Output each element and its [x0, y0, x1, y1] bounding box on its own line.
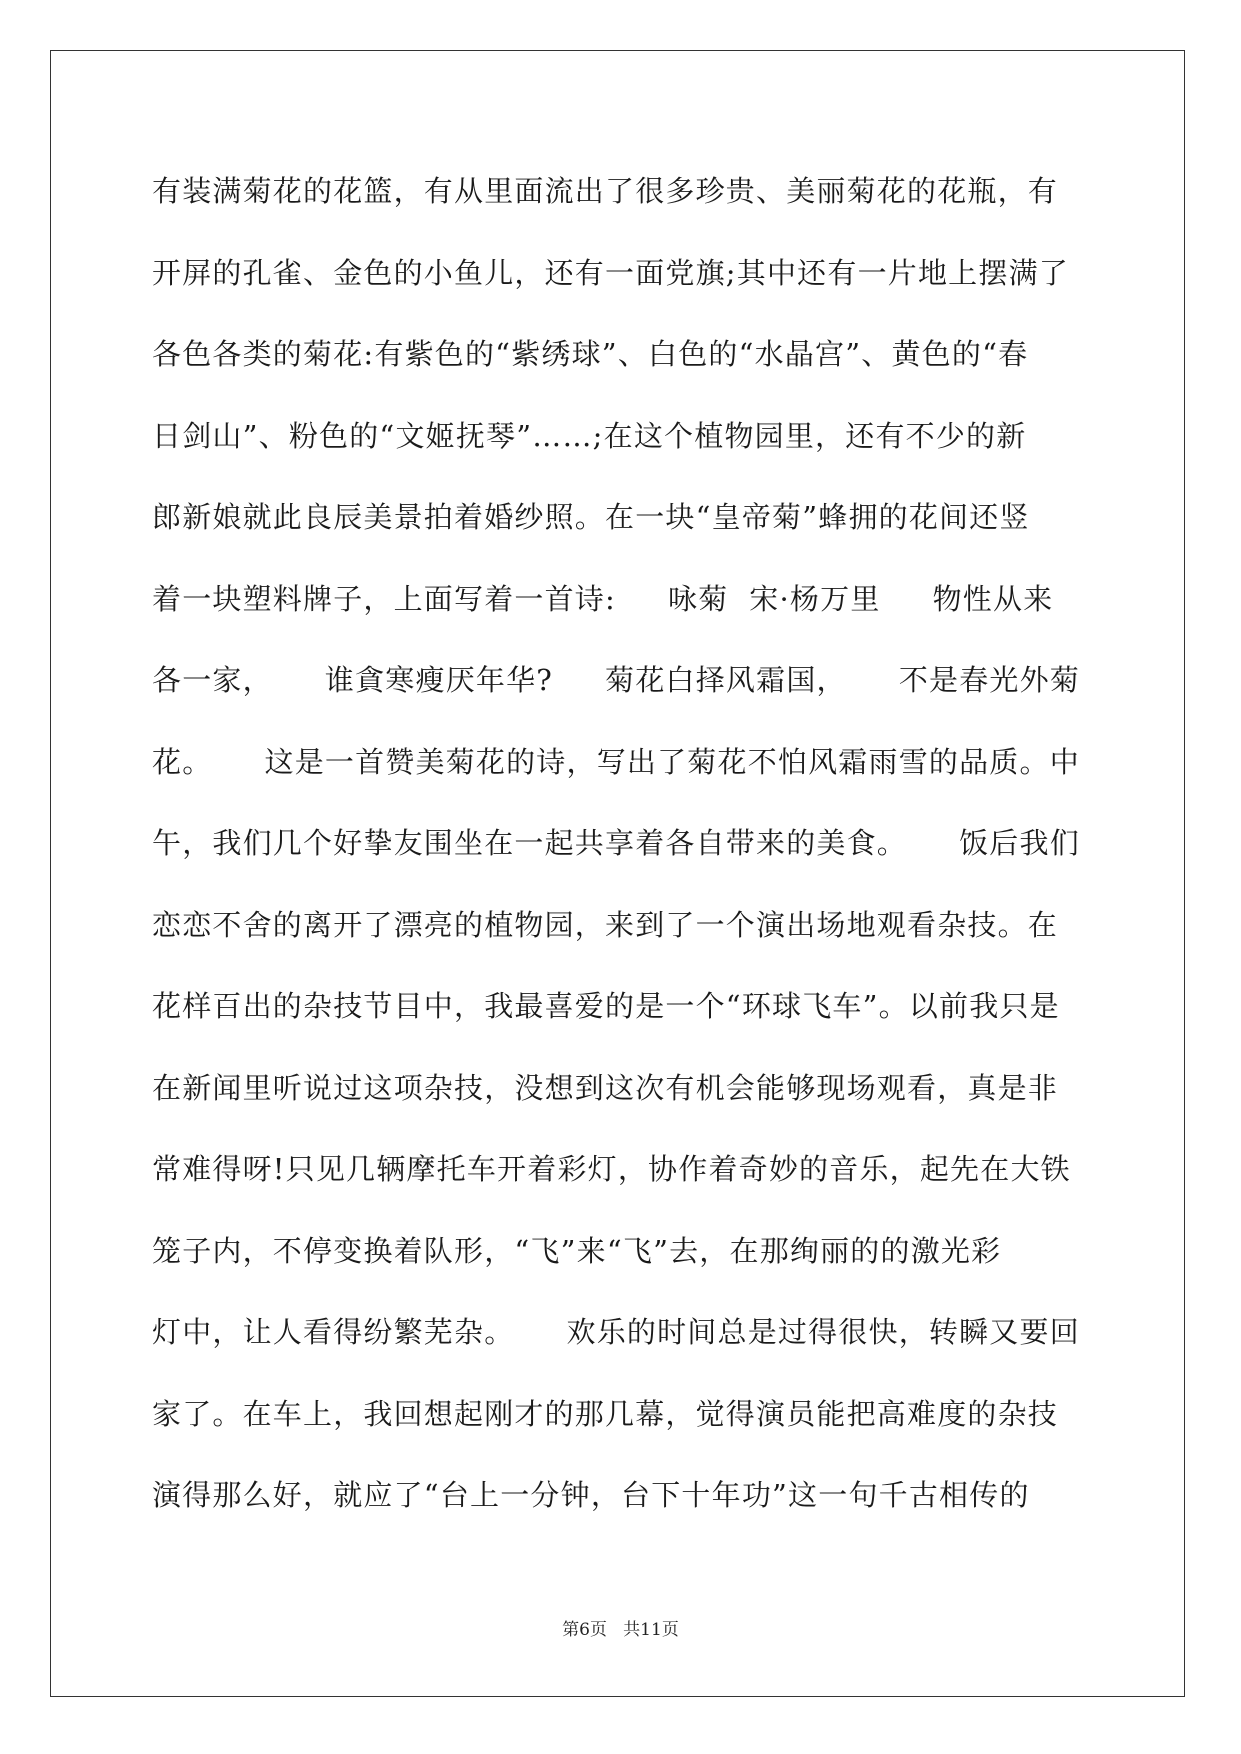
text-line: 花。 这是一首赞美菊花的诗，写出了菊花不怕风霜雨雪的品质。中: [152, 744, 1080, 779]
text-line: 笼子内，不停变换着队形，“飞”来“飞”去，在那绚丽的的激光彩: [152, 1233, 1002, 1268]
text-line: 家了。在车上，我回想起刚才的那几幕，觉得演员能把高难度的杂技: [152, 1396, 1059, 1431]
text-line: 演得那么好，就应了“台上一分钟，台下十年功”这一句千古相传的: [152, 1478, 1030, 1512]
page-number: 第6页 共11页: [562, 1620, 679, 1640]
document-body: [152, 160, 1092, 1546]
text-line: 郎新娘就此良辰美景拍着婚纱照。在一块“皇帝菊”蜂拥的花间还竖: [152, 500, 1030, 534]
text-line: 着一块塑料牌子，上面写着一首诗: 咏菊 宋·杨万里 物性从来: [152, 581, 1054, 616]
text-line: 灯中，让人看得纷繁芜杂。 欢乐的时间总是过得很快，转瞬又要回: [152, 1315, 1080, 1349]
text-line: 开屏的孔雀、金色的小鱼儿，还有一面党旗;其中还有一片地上摆满了: [152, 255, 1069, 290]
text-line: 恋恋不舍的离开了漂亮的植物园，来到了一个演出场地观看杂技。在: [152, 907, 1059, 942]
text-line: 在新闻里听说过这项杂技，没想到这次有机会能够现场观看，真是非: [152, 1070, 1059, 1105]
text-line: 常难得呀!只见几辆摩托车开着彩灯，协作着奇妙的音乐，起先在大铁: [152, 1152, 1071, 1186]
text-line: 各一家， 谁貪寒瘦厌年华? 菊花白择风霜国， 不是春光外菊: [152, 663, 1081, 697]
text-line: 日剑山”、粉色的“文姬抚琴”……;在这个植物园里，还有不少的新: [152, 418, 1027, 453]
text-line: 有装满菊花的花篮，有从里面流出了很多珍贵、美丽菊花的花瓶，有: [152, 174, 1059, 208]
text-line: 各色各类的菊花:有紫色的“紫绣球”、白色的“水晶宫”、黄色的“春: [152, 337, 1029, 371]
text-line: 午，我们几个好挚友围坐在一起共享着各自带来的美食。 饭后我们: [152, 826, 1080, 860]
text-line: 花样百出的杂技节目中，我最喜爱的是一个“环球飞车”。以前我只是: [152, 989, 1060, 1023]
